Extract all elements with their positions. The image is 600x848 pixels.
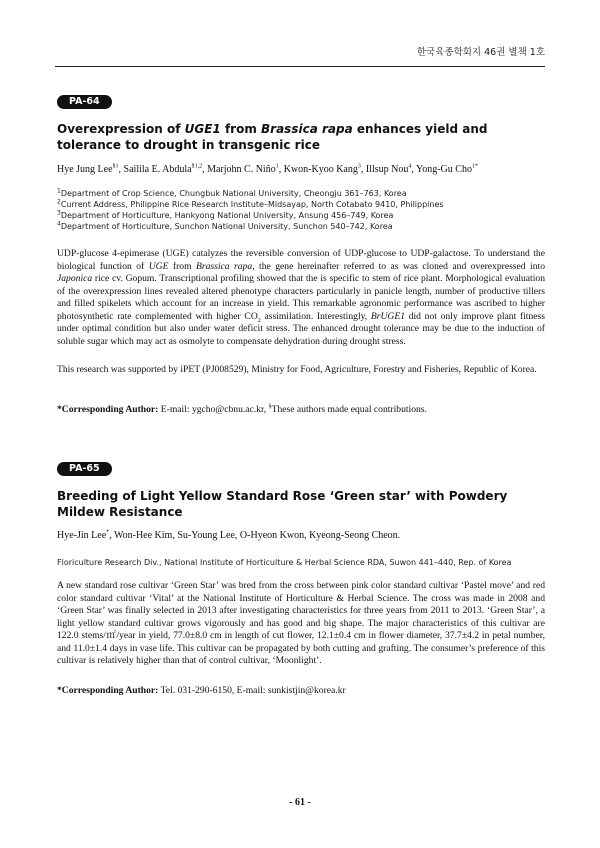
body-text: /year in yield, 77.0±8.0 cm in length of cut flower, 12.1±0.4 cm in flower diameter, 37.7±4.2 in petal number, and 11.0±1.4 days in vase life. This cultivar can be propagated by both cutting and grafting. The consumer’s preference of this cultivar is relatively higher than that of control cultivar, ‘Moonlight’. [57, 630, 546, 666]
body-cultivar: Japonica [57, 273, 93, 284]
author-sup: 4 [408, 163, 412, 170]
body-subscript: 2 [257, 317, 261, 324]
affiliation-sup: 2 [57, 198, 61, 206]
affiliation-text: Department of Horticulture, Hankyong National University, Ansung 456–749, Korea [60, 211, 394, 220]
body-species: Brassica rapa [196, 260, 253, 272]
affiliation-sup: 4 [57, 220, 61, 228]
body-text: rice cv. Gopum. Transcriptional profiling showed that the is specific to stem of rice plant. Morphological evaluation of the overexpression lines revealed altered phenotype characters particularly in panicle length, number of productive tillers and filled spikelets which account for an increase in yield. This remarkable agronomic performance was ascribed to higher photosynthetic rate complemented with higher CO [57, 273, 545, 322]
affiliation [57, 210, 557, 221]
body-gene: BrUGE1 [370, 310, 405, 322]
abstract-badge-pa65: PA-65 [57, 462, 112, 476]
affiliation-text: Floriculture Research Div., National Institute of Horticulture & Herbal Science RDA, Suwon 441–440, Rep. of Korea [57, 558, 512, 567]
author-name: Hye Jung Lee [57, 164, 113, 175]
author-names: , Won-Hee Kim, Su-Young Lee, O-Hyeon Kwon, Kyeong-Seong Cheon. [109, 530, 401, 541]
affiliation-pa65 [57, 557, 557, 568]
note-sup: § [268, 403, 272, 410]
author-sup: §1 [112, 163, 119, 170]
page-number: - 61 - [289, 797, 311, 808]
affiliation-sup: 1 [57, 187, 61, 195]
abstract-body-pa65 [57, 580, 545, 668]
abstract-badge-pa64: PA-64 [57, 95, 112, 109]
body-text: UDP-glucose 4-epimerase (UGE) catalyzes the reversible conversion of UDP-glucose to UDP-galactose. To understand the biological function of [57, 248, 545, 272]
affiliation-text: Department of Horticulture, Sunchon National University, Sunchon 540–742, Korea [60, 222, 393, 231]
author-sup: * [106, 529, 110, 536]
corresponding-label: *Corresponding Author: [57, 685, 159, 696]
affiliation [57, 199, 557, 210]
author-list-pa64: Hye Jung Lee$^{\S 1}$, Sailila E. Abdula$^{\S 1,2}$, Marjohn C. Niño$^1$, Kwon-Kyoo Kang$^3$, Illsup Nou$^4$, Yong-Gu Cho$^{1*}$ [57, 163, 478, 175]
body-text: A new standard rose cultivar ‘Green Star’ was bred from the cross between pink color standard cultivar ‘Pastel move’ and red color standard cultivar ‘Vital’ at the National Institute of Horticulture & Herbal Science. The cross was made in 2008 and ‘Green Star’ was finally selected in 2013 after investigating characteristics for three years from 2011 to 2013. ‘Green Star’, a light yellow standard cultivar grows vigorously and has good and big shape. The major characteristics of this cultivar are 122.0 stems/ [57, 580, 545, 641]
title-part: enhances yield and tolerance to drought in transgenic rice [57, 122, 488, 152]
corresponding-pa64 [57, 404, 547, 417]
title-part: Overexpression of [57, 122, 185, 136]
corresponding-contact: Tel. 031-290-6150, E-mail: sunkistjin@korea.kr [158, 685, 346, 696]
affiliation-text: Department of Crop Science, Chungbuk National University, Cheongju 361–763, Korea [60, 189, 407, 198]
corresponding-email: E-mail: ygcho@cbnu.ac.kr, [158, 404, 269, 415]
body-text: did not only improve plant fitness under optimal condition but also under water deficit stress. The enhanced drought tolerance may be due to the induction of soluble sugar which may act as osmolyte to compensate dehydration during drought stress. [57, 310, 545, 347]
author-name: Hye-Jin Lee [57, 530, 107, 541]
corresponding-label: *Corresponding Author: [57, 404, 159, 415]
affiliation-text: Current Address, Philippine Rice Research Institute–Midsayap, North Cotabato 9410, Philippines [60, 200, 444, 209]
body-gene: UGE [148, 260, 169, 272]
journal-header: 한국육종학회지 46권 별책 1호 [416, 47, 545, 58]
funding-pa64: This research was supported by iPET (PJ008529), Ministry for Food, Agriculture, Forestry and Fisheries, Republic of Korea. [57, 364, 537, 375]
body-text: , the gene hereinafter referred to as was cloned and overexpressed into [252, 260, 545, 272]
corresponding-pa65 [57, 685, 547, 698]
author-name: Illsup Nou [365, 164, 409, 175]
title-part: from [220, 122, 262, 136]
affiliation-sup: 3 [57, 209, 61, 217]
unit-square-meter: ㎡ [105, 630, 117, 641]
abstract-title-pa64 [57, 121, 547, 153]
body-text: assimilation. Interestingly, [260, 310, 371, 322]
equal-contribution-note: These authors made equal contributions. [271, 404, 427, 415]
author-list-pa65 [57, 529, 547, 542]
author-sup: 1* [471, 163, 478, 170]
author-sup: §1,2 [191, 163, 203, 170]
author-sup: 1 [275, 163, 279, 170]
author-name: Kwon-Kyoo Kang [283, 164, 358, 175]
affiliations-pa64 [57, 188, 557, 232]
affiliation [57, 188, 557, 199]
author-name: Sailila E. Abdula [123, 164, 192, 175]
author-name: Yong-Gu Cho [416, 164, 472, 175]
author-name: Marjohn C. Niño [207, 164, 276, 175]
header-rule [55, 66, 545, 67]
affiliation [57, 221, 557, 232]
abstract-body-pa64 [57, 248, 545, 348]
title-species: Brassica rapa [261, 122, 353, 136]
body-text: from [168, 260, 197, 272]
abstract-title-pa65: Breeding of Light Yellow Standard Rose ‘Green star’ with Powdery Mildew Resistance [57, 489, 508, 519]
title-gene: UGE1 [184, 122, 221, 136]
author-sup: 3 [357, 163, 361, 170]
